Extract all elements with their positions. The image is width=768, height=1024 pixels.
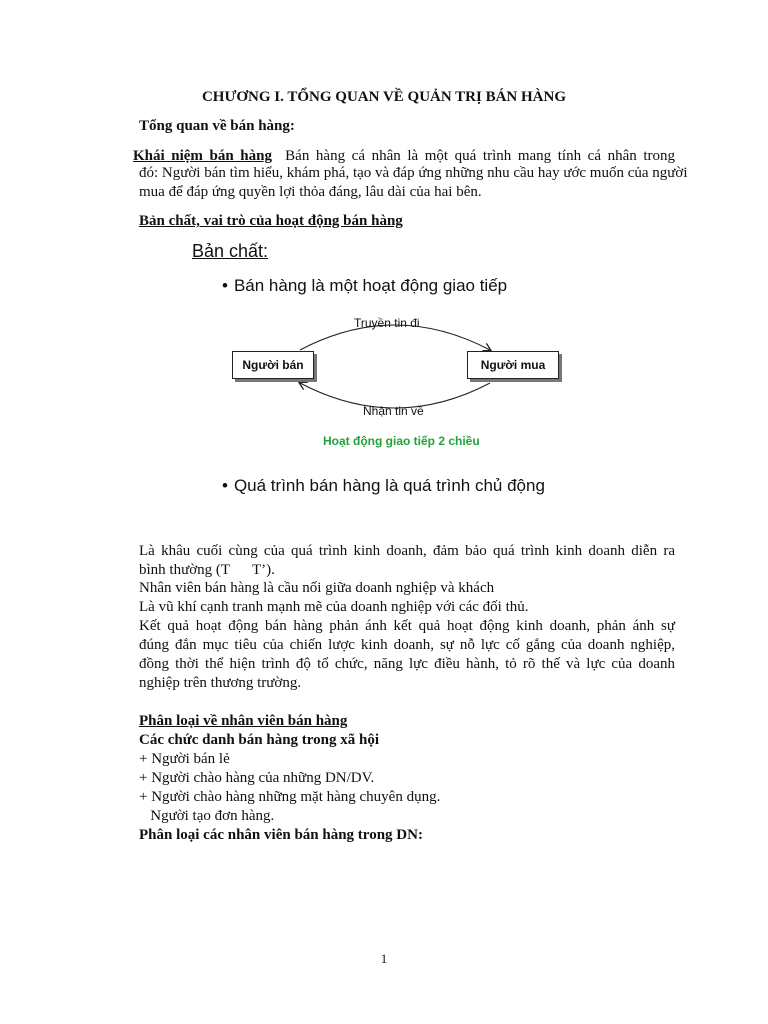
- title-item-4: Người tạo đơn hàng.: [139, 808, 275, 824]
- slide-bullet-2-text: Quá trình bán hàng là quá trình chủ động: [233, 476, 545, 495]
- page-title: CHƯƠNG I. TỔNG QUAN VỀ QUẢN TRỊ BÁN HÀNG: [201, 89, 567, 105]
- titles-heading: Các chức danh bán hàng trong xã hội: [139, 732, 380, 748]
- section-heading-classification: Phân loại về nhân viên bán hàng: [139, 713, 348, 729]
- slide-bullet-1: [222, 276, 507, 296]
- send-label: Truyền tin đi: [354, 316, 420, 330]
- title-item-1: + Người bán lẻ: [139, 751, 230, 767]
- bullet-icon: •: [222, 276, 228, 295]
- role-paragraph-4-line-4: nghiệp trên thương trường.: [139, 675, 302, 691]
- slide-bullet-2: [222, 476, 545, 496]
- role-paragraph-1-line-1: Là khâu cuối cùng của quá trình kinh doanh, đảm bảo quá trình kinh doanh diễn ra: [139, 543, 675, 559]
- section-heading-overview: Tổng quan về bán hàng:: [139, 118, 295, 134]
- title-item-2: + Người chào hàng của những DN/DV.: [139, 770, 375, 786]
- slide-heading: Bản chất:: [192, 241, 269, 261]
- bullet-icon: •: [222, 476, 228, 495]
- role-paragraph-4-line-1: Kết quả hoạt động bán hàng phản ánh kết quả hoạt động kinh doanh, phản ánh sự: [139, 618, 675, 634]
- definition-line-2: đó: Người bán tìm hiểu, khám phá, tạo và đáp ứng những nhu cầu hay ước muốn của người: [139, 165, 688, 181]
- slide-bullet-1-text: Bán hàng là một hoạt động giao tiếp: [233, 276, 508, 295]
- role-paragraph-1-line-2: [139, 561, 275, 580]
- receive-label: Nhận tin về: [363, 404, 424, 418]
- title-item-3: + Người chào hàng những mặt hàng chuyên dụng.: [139, 789, 441, 805]
- role-paragraph-1-line-2-text: bình thường (T T’).: [139, 562, 275, 578]
- diagram-caption: Hoạt động giao tiếp 2 chiều: [323, 434, 480, 448]
- seller-box: Người bán: [232, 351, 314, 379]
- definition-term: Khái niệm bán hàng: [133, 148, 272, 164]
- definition-line-3: mua để đáp ứng quyền lợi thỏa đáng, lâu dài của hai bên.: [139, 184, 482, 200]
- role-paragraph-4-line-2: đúng đắn mục tiêu của chiến lược kinh doanh, sự nỗ lực cố gắng của doanh nghiệp,: [139, 637, 675, 653]
- classify-heading: Phân loại các nhân viên bán hàng trong DN:: [139, 827, 423, 843]
- role-paragraph-2: Nhân viên bán hàng là cầu nối giữa doanh nghiệp và khách: [139, 580, 495, 596]
- definition-line-1: Bán hàng cá nhân là một quá trình mang tính cá nhân trong: [285, 148, 675, 164]
- role-paragraph-3: Là vũ khí cạnh tranh mạnh mẽ của doanh nghiệp với các đối thủ.: [139, 599, 529, 615]
- page-number: 1: [380, 951, 388, 966]
- buyer-box: Người mua: [467, 351, 559, 379]
- role-paragraph-4-line-3: đồng thời thể hiện trình độ tổ chức, năng lực điều hành, tỏ rõ thế và lực của doanh: [139, 656, 675, 672]
- section-heading-nature: Bản chất, vai trò của hoạt động bán hàng: [139, 213, 403, 229]
